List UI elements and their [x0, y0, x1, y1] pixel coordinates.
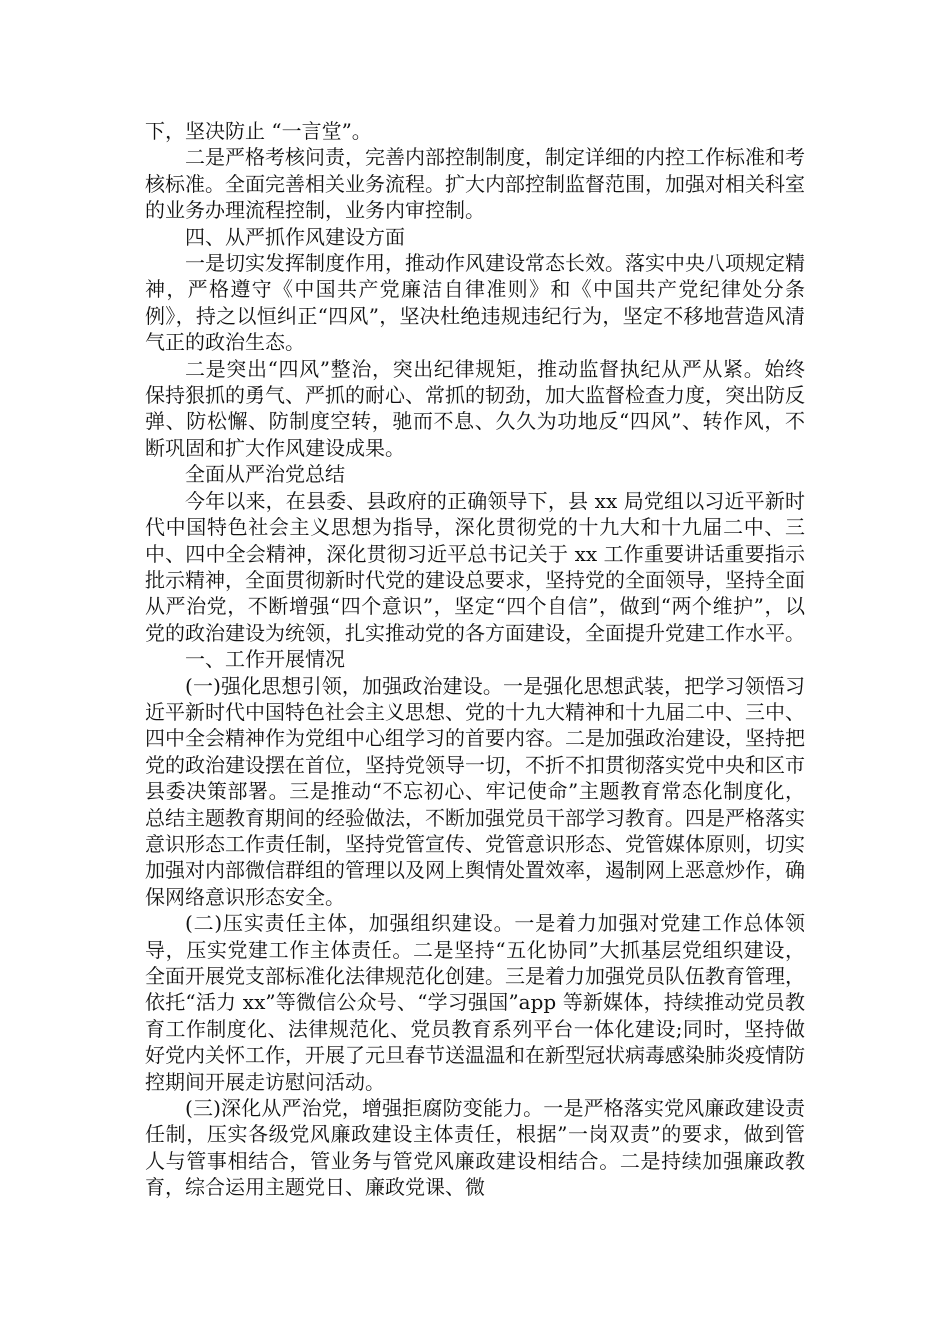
section-heading-4: 四、从严抓作风建设方面 [185, 224, 405, 249]
document-page [145, 118, 805, 1201]
paragraph-item-3: (三)深化从严治党，增强拒腐防变能力。一是严格落实党风廉政建设责任制，压实各级党风廉政建设主体责任，根据”一岗双责”的要求，做到管人与管事相结合，管业务与管党风廉政建设相结合。二是持续加强廉政教育，综合运用主题党日、廉政党课、微 [145, 1096, 805, 1200]
paragraph-item-1: (一)强化思想引领，加强政治建设。一是强化思想武装，把学习领悟习近平新时代中国特色社会主义思想、党的十九大精神和十九届二中、三中、四中全会精神作为党组中心组学习的首要内容。二是加强政治建设，坚持把党的政治建设摆在首位，坚持党领导一切，不折不扣贯彻落实党中央和区市县委决策部署。三是推动“不忘初心、牢记使命”主题教育常态化制度化，总结主题教育期间的经验做法，不断加强党员干部学习教育。四是严格落实意识形态工作责任制，坚持党管宣传、党管意识形态、党管媒体原则，切实加强对内部微信群组的管理以及网上舆情处置效率，遏制网上恶意炒作，确保网络意识形态安全。 [145, 673, 805, 909]
document-title: 全面从严治党总结 [185, 462, 345, 487]
paragraph-5: 二是突出“四风”整治，突出纪律规矩，推动监督执纪从严从紧。始终保持狠抓的勇气、严抓的耐心、常抓的韧劲，加大监督检查力度，突出防反弹、防松懈、防制度空转，驰而不息、久久为功地反“四风”、转作风，不断巩固和扩大作风建设成果。 [145, 356, 805, 460]
paragraph-item-2: (二)压实责任主体，加强组织建设。一是着力加强对党建工作总体领导，压实党建工作主体责任。二是坚持“五化协同”大抓基层党组织建设，全面开展党支部标准化法律规范化创建。三是着力加强党员队伍教育管理，依托“活力 xx”等微信公众号、“学习强国”app 等新媒体，持续推动党员教育工作制度化、法律规范化、党员教育系列平台一体化建设;同时，坚持做好党内关怀工作，开展了元旦春节送温温和在新型冠状病毒感染肺炎疫情防控期间开展走访慰问活动。 [145, 911, 805, 1094]
section-heading-1: 一、工作开展情况 [185, 647, 345, 672]
paragraph-2: 二是严格考核问责，完善内部控制制度，制定详细的内控工作标准和考核标准。全面完善相关业务流程。扩大内部控制监督范围，加强对相关科室的业务办理流程控制，业务内审控制。 [145, 145, 805, 223]
paragraph-1: 下，坚决防止 “一言堂”。 [145, 119, 372, 143]
paragraph-intro: 今年以来，在县委、县政府的正确领导下，县 xx 局党组以习近平新时代中国特色社会主义思想为指导，深化贯彻党的十九大和十九届二中、三中、四中全会精神，深化贯彻习近平总书记关于 xx 工作重要讲话重要指示批示精神，全面贯彻新时代党的建设总要求，坚持党的全面领导，坚持全面从严治党，不断增强“四个意识”，坚定“四个自信”，做到“两个维护”，以党的政治建设为统领，扎实推动党的各方面建设，全面提升党建工作水平。 [145, 488, 805, 645]
paragraph-4: 一是切实发挥制度作用，推动作风建设常态长效。落实中央八项规定精神，严格遵守《中国共产党廉洁自律准则》和《中国共产党纪律处分条例》，持之以恒纠正“四风”，坚决杜绝违规违纪行为，坚定不移地营造风清气正的政治生态。 [145, 251, 805, 355]
